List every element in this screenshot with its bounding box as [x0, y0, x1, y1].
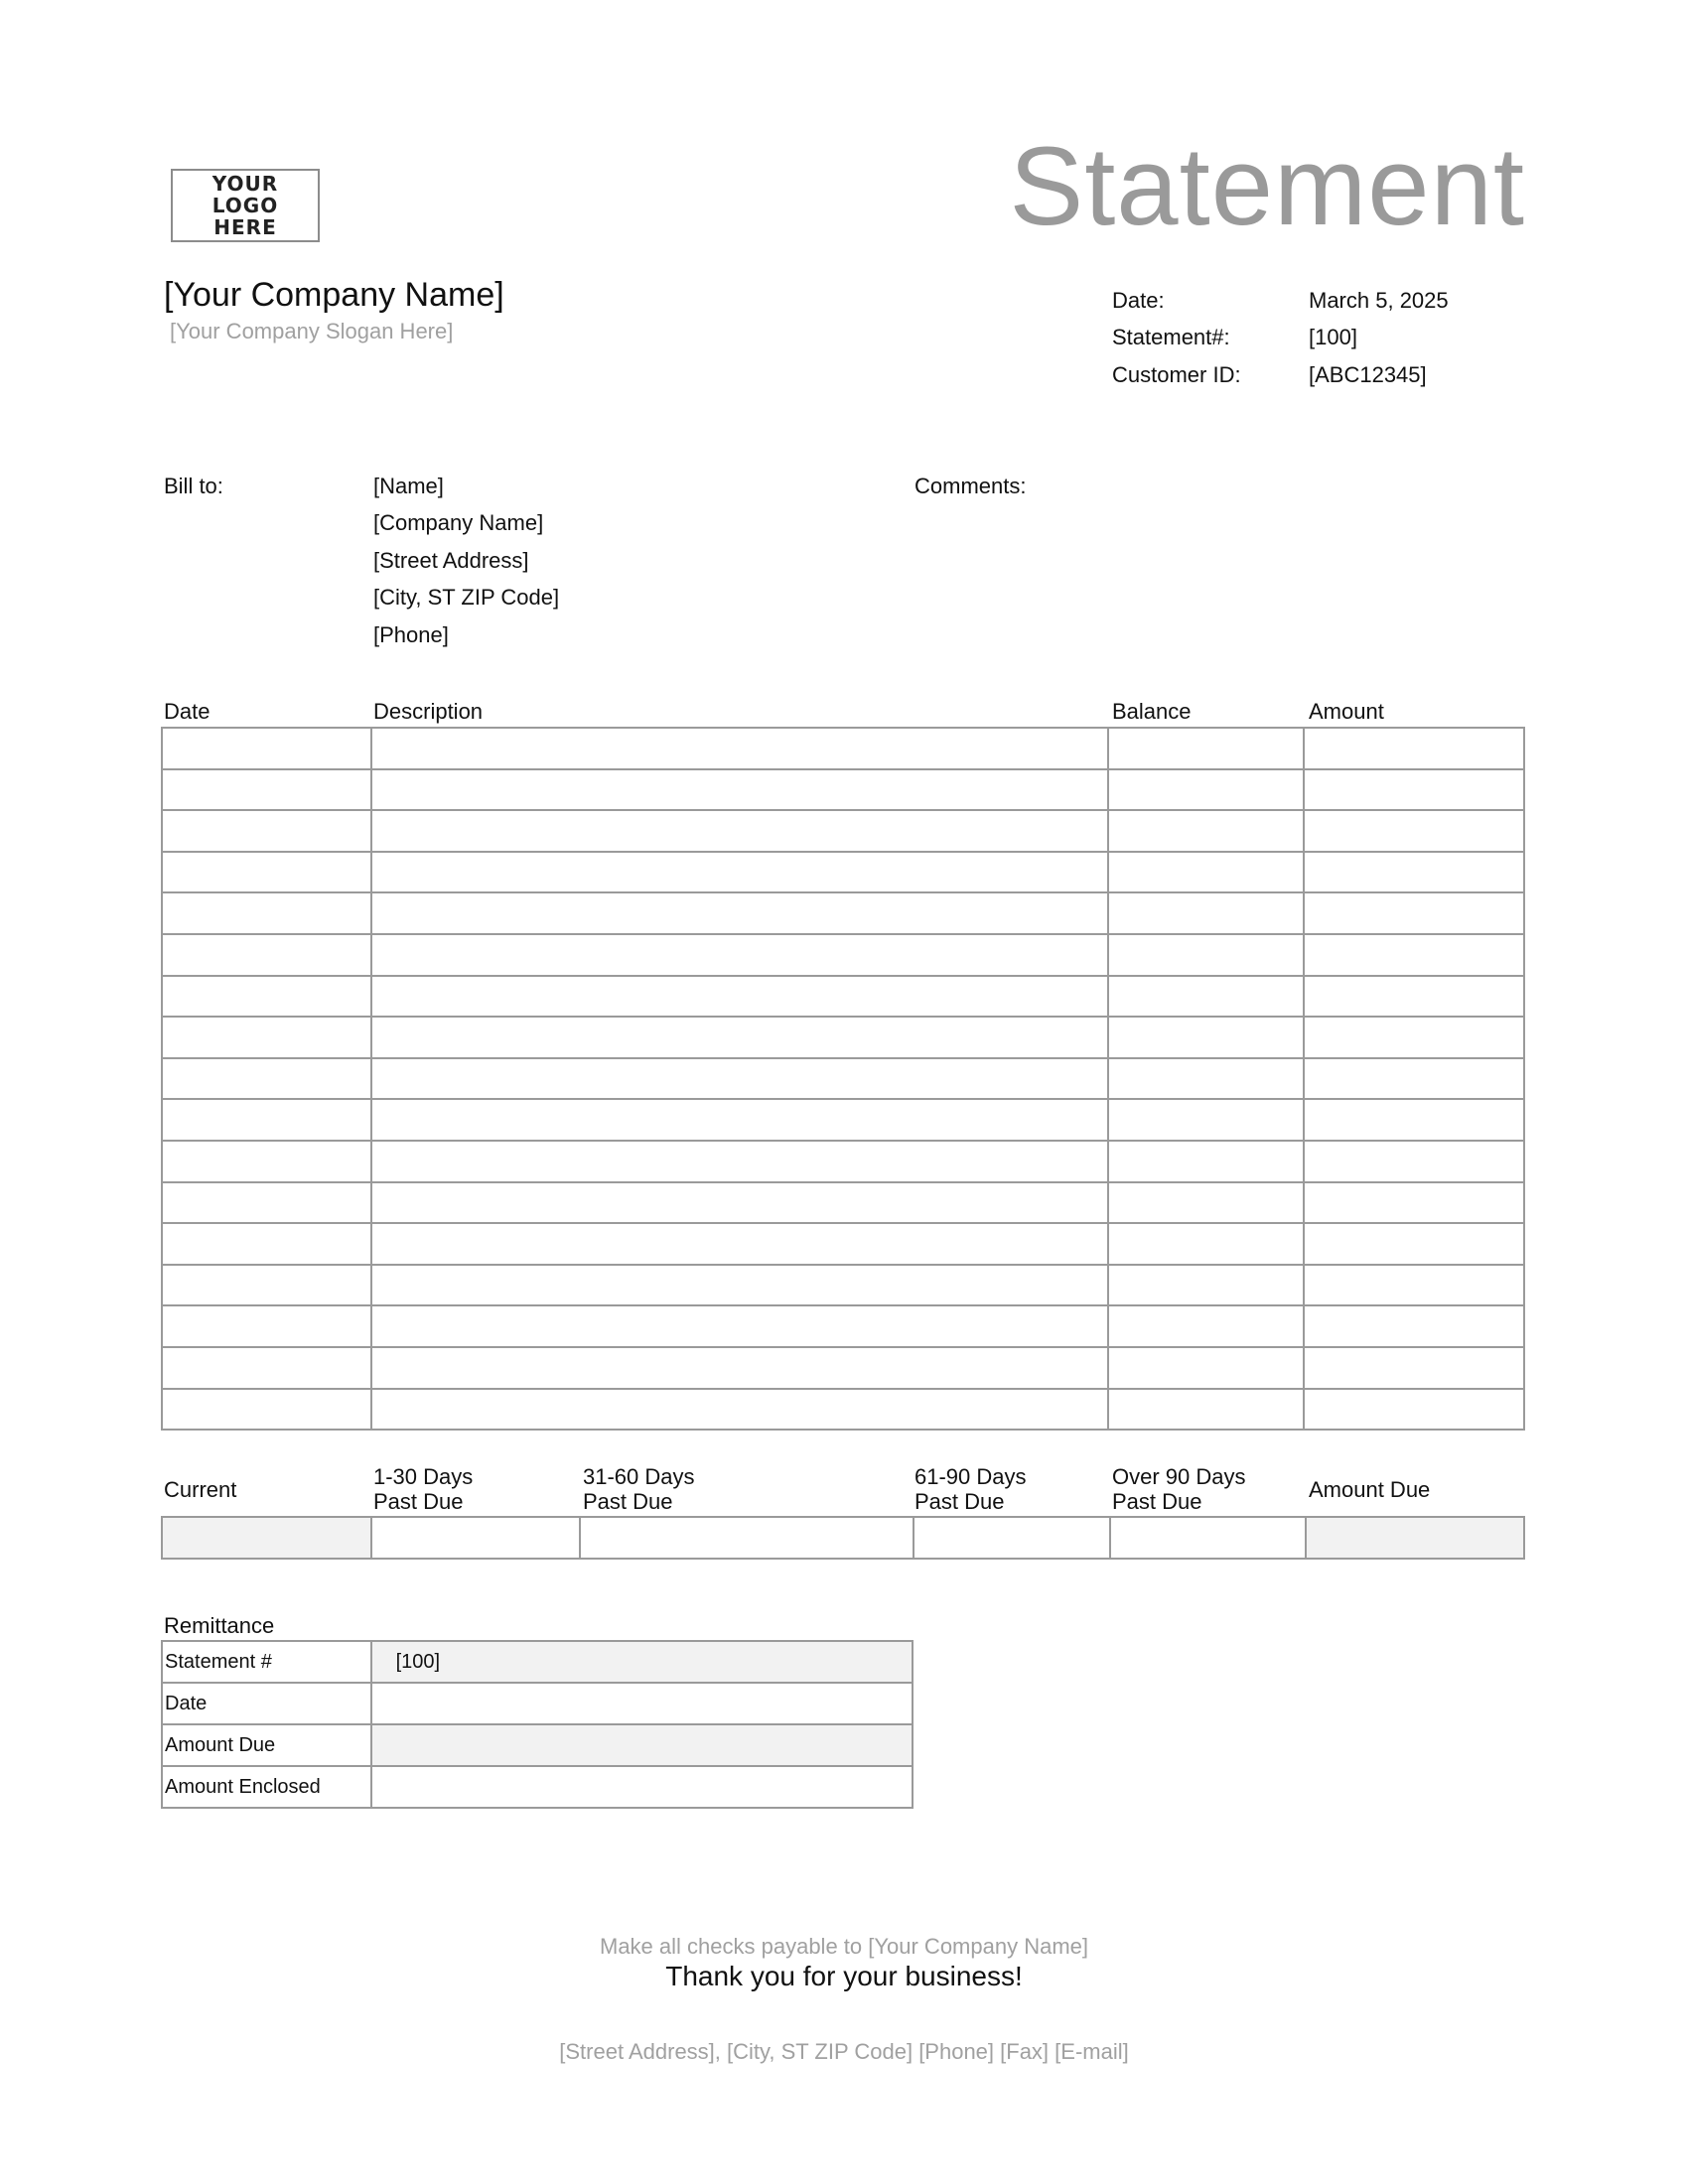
cell-balance[interactable] — [1108, 1058, 1305, 1100]
aging-amount-due-cell[interactable] — [1306, 1517, 1524, 1559]
aging-header-31-60: 31-60 Days Past Due — [583, 1464, 695, 1514]
logo-text-line1: YOUR LOGO — [211, 172, 279, 217]
cell-amount[interactable] — [1304, 1017, 1524, 1058]
cell-balance[interactable] — [1108, 769, 1305, 811]
table-row — [162, 1389, 1524, 1431]
bill-to-label: Bill to: — [164, 474, 223, 498]
col-header-date: Date — [164, 699, 211, 724]
remit-amount-enclosed-value[interactable] — [371, 1766, 913, 1808]
cell-description[interactable] — [371, 1389, 1108, 1431]
cell-amount[interactable] — [1304, 1099, 1524, 1141]
cell-date[interactable] — [162, 852, 371, 893]
cell-amount[interactable] — [1304, 810, 1524, 852]
cell-description[interactable] — [371, 892, 1108, 934]
table-row — [162, 934, 1524, 976]
table-row — [162, 1099, 1524, 1141]
cell-description[interactable] — [371, 1223, 1108, 1265]
customer-id-value: [ABC12345] — [1309, 362, 1427, 387]
cell-date[interactable] — [162, 1265, 371, 1306]
date-label: Date: — [1112, 288, 1165, 313]
cell-date[interactable] — [162, 1017, 371, 1058]
table-row — [162, 1141, 1524, 1182]
remit-amount-due-value[interactable] — [371, 1724, 913, 1766]
col-header-balance: Balance — [1112, 699, 1192, 724]
cell-balance[interactable] — [1108, 1141, 1305, 1182]
cell-date[interactable] — [162, 1305, 371, 1347]
cell-balance[interactable] — [1108, 810, 1305, 852]
bill-to-phone: [Phone] — [373, 622, 449, 647]
col-header-description: Description — [373, 699, 484, 724]
cell-description[interactable] — [371, 1141, 1108, 1182]
cell-balance[interactable] — [1108, 976, 1305, 1018]
statement-number-label: Statement#: — [1112, 325, 1230, 349]
cell-description[interactable] — [371, 934, 1108, 976]
cell-balance[interactable] — [1108, 892, 1305, 934]
aging-current-cell[interactable] — [162, 1517, 371, 1559]
cell-description[interactable] — [371, 728, 1108, 769]
cell-balance[interactable] — [1108, 852, 1305, 893]
aging-31-60-cell[interactable] — [580, 1517, 914, 1559]
date-value: March 5, 2025 — [1309, 288, 1449, 313]
table-row — [162, 1058, 1524, 1100]
cell-description[interactable] — [371, 1182, 1108, 1224]
cell-amount[interactable] — [1304, 1389, 1524, 1431]
cell-description[interactable] — [371, 1305, 1108, 1347]
cell-date[interactable] — [162, 1182, 371, 1224]
aging-header-over-90: Over 90 Days Past Due — [1112, 1464, 1246, 1514]
cell-balance[interactable] — [1108, 1223, 1305, 1265]
table-row — [162, 1305, 1524, 1347]
cell-balance[interactable] — [1108, 1017, 1305, 1058]
table-row — [162, 1223, 1524, 1265]
customer-id-label: Customer ID: — [1112, 362, 1241, 387]
aging-header-1-30: 1-30 Days Past Due — [373, 1464, 474, 1514]
transactions-table — [161, 727, 1525, 1431]
cell-date[interactable] — [162, 1141, 371, 1182]
bill-to-company: [Company Name] — [373, 510, 544, 535]
cell-description[interactable] — [371, 1265, 1108, 1306]
table-row — [162, 1265, 1524, 1306]
cell-amount[interactable] — [1304, 769, 1524, 811]
comments-label: Comments: — [914, 474, 1027, 498]
remittance-table — [161, 1640, 914, 1809]
aging-header-amount-due: Amount Due — [1309, 1477, 1431, 1502]
cell-balance[interactable] — [1108, 1347, 1305, 1389]
remit-date-value[interactable] — [371, 1683, 913, 1724]
cell-amount[interactable] — [1304, 976, 1524, 1018]
cell-date[interactable] — [162, 976, 371, 1018]
aging-table — [161, 1516, 1525, 1560]
table-row — [162, 810, 1524, 852]
cell-description[interactable] — [371, 810, 1108, 852]
table-row — [162, 892, 1524, 934]
col-header-amount: Amount — [1309, 699, 1384, 724]
statement-number-value: [100] — [1309, 325, 1357, 349]
cell-date[interactable] — [162, 1389, 371, 1431]
remit-statement-value[interactable]: [100] — [371, 1641, 913, 1683]
cell-amount[interactable] — [1304, 1265, 1524, 1306]
cell-description[interactable] — [371, 1058, 1108, 1100]
cell-amount[interactable] — [1304, 1347, 1524, 1389]
cell-date[interactable] — [162, 1223, 371, 1265]
bill-to-street: [Street Address] — [373, 548, 529, 573]
footer-thank-you: Thank you for your business! — [665, 1961, 1023, 1991]
cell-balance[interactable] — [1108, 934, 1305, 976]
table-row — [162, 1182, 1524, 1224]
table-row — [162, 1347, 1524, 1389]
cell-amount[interactable] — [1304, 892, 1524, 934]
cell-balance[interactable] — [1108, 728, 1305, 769]
cell-date[interactable] — [162, 934, 371, 976]
remittance-title: Remittance — [164, 1613, 275, 1638]
cell-date[interactable] — [162, 892, 371, 934]
aging-header-61-90: 61-90 Days Past Due — [914, 1464, 1027, 1514]
cell-description[interactable] — [371, 852, 1108, 893]
cell-amount[interactable] — [1304, 852, 1524, 893]
cell-balance[interactable] — [1108, 1389, 1305, 1431]
cell-description[interactable] — [371, 1017, 1108, 1058]
logo-placeholder — [171, 169, 320, 242]
cell-amount[interactable] — [1304, 1182, 1524, 1224]
table-row — [162, 1017, 1524, 1058]
cell-amount[interactable] — [1304, 934, 1524, 976]
bill-to-city: [City, ST ZIP Code] — [373, 585, 560, 610]
cell-date[interactable] — [162, 1058, 371, 1100]
cell-balance[interactable] — [1108, 1182, 1305, 1224]
cell-date[interactable] — [162, 1347, 371, 1389]
cell-amount[interactable] — [1304, 728, 1524, 769]
table-row — [162, 852, 1524, 893]
remit-amount-due-label: Amount Due — [162, 1724, 371, 1766]
cell-balance[interactable] — [1108, 1265, 1305, 1306]
cell-date[interactable] — [162, 769, 371, 811]
cell-date[interactable] — [162, 810, 371, 852]
company-slogan: [Your Company Slogan Here] — [170, 319, 454, 343]
cell-balance[interactable] — [1108, 1099, 1305, 1141]
cell-date[interactable] — [162, 1099, 371, 1141]
cell-description[interactable] — [371, 1099, 1108, 1141]
aging-over-90-cell[interactable] — [1110, 1517, 1307, 1559]
aging-61-90-cell[interactable] — [914, 1517, 1110, 1559]
logo-text-line2: HERE — [213, 215, 277, 239]
cell-description[interactable] — [371, 976, 1108, 1018]
table-row — [162, 769, 1524, 811]
cell-balance[interactable] — [1108, 1305, 1305, 1347]
aging-1-30-cell[interactable] — [371, 1517, 581, 1559]
remit-statement-label: Statement # — [162, 1641, 371, 1683]
cell-amount[interactable] — [1304, 1223, 1524, 1265]
cell-amount[interactable] — [1304, 1058, 1524, 1100]
remit-amount-enclosed-label: Amount Enclosed — [162, 1766, 371, 1808]
footer-payable-note: Make all checks payable to [Your Company Name] — [600, 1934, 1088, 1959]
footer-contact: [Street Address], [City, ST ZIP Code] [Phone] [Fax] [E-mail] — [559, 2039, 1129, 2064]
cell-amount[interactable] — [1304, 1305, 1524, 1347]
aging-header-current: Current — [164, 1477, 237, 1502]
cell-amount[interactable] — [1304, 1141, 1524, 1182]
statement-title: Statement — [1009, 124, 1525, 248]
bill-to-name: [Name] — [373, 474, 444, 498]
company-name: [Your Company Name] — [164, 276, 504, 314]
remit-date-label: Date — [162, 1683, 371, 1724]
cell-date[interactable] — [162, 728, 371, 769]
cell-description[interactable] — [371, 1347, 1108, 1389]
table-row — [162, 976, 1524, 1018]
table-row — [162, 728, 1524, 769]
cell-description[interactable] — [371, 769, 1108, 811]
